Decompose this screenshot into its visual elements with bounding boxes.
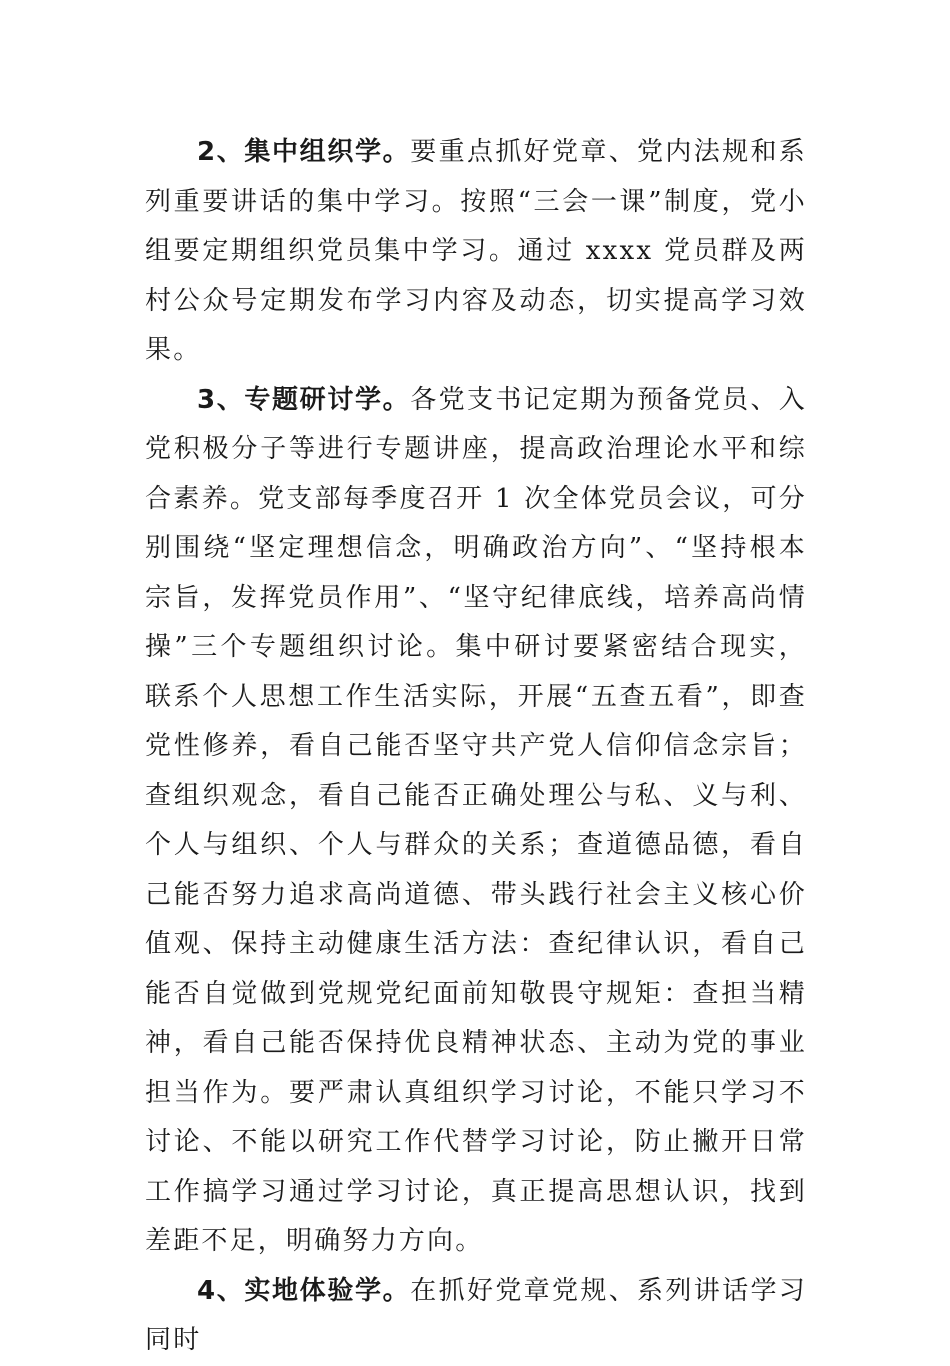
section-4-body: 在抓好党章党规、系列讲话学习同时 (145, 1275, 807, 1355)
section-4-paragraph (145, 1267, 807, 1366)
section-2-body: 要重点抓好党章、党内法规和系列重要讲话的集中学习。按照“三会一课”制度，党小组要定期组织党员集中学习。通过 xxxx 党员群及两村公众号定期发布学习内容及动态，切实提高学习效果。 (145, 137, 807, 365)
section-4-heading: 4、实地体验学。 (197, 1275, 411, 1306)
section-2-paragraph (145, 128, 807, 376)
document-page (145, 128, 807, 1366)
section-2-heading: 2、集中组织学。 (197, 137, 411, 167)
section-3-heading: 3、专题研讨学。 (197, 384, 411, 415)
section-3-paragraph (145, 376, 807, 1267)
section-3-body: 各党支书记定期为预备党员、入党积极分子等进行专题讲座，提高政治理论水平和综合素养。党支部每季度召开 1 次全体党员会议，可分别围绕“坚定理想信念，明确政治方向”、“坚持根本宗旨，发挥党员作用”、“坚守纪律底线，培养高尚情操”三个专题组织讨论。集中研讨要紧密结合现实，联系个人思想工作生活实际，开展“五查五看”，即查党性修养，看自己能否坚守共产党人信仰信念宗旨；查组织观念，看自己能否正确处理公与私、义与利、个人与组织、个人与群众的关系；查道德品德，看自己能否努力追求高尚道德、带头践行社会主义核心价值观、保持主动健康生活方法：查纪律认识，看自己能否自觉做到党规党纪面前知敬畏守规矩：查担当精神，看自己能否保持优良精神状态、主动为党的事业担当作为。要严肃认真组织学习讨论，不能只学习不讨论、不能以研究工作代替学习讨论，防止撇开日常工作搞学习通过学习讨论，真正提高思想认识，找到差距不足，明确努力方向。 (145, 384, 807, 1256)
